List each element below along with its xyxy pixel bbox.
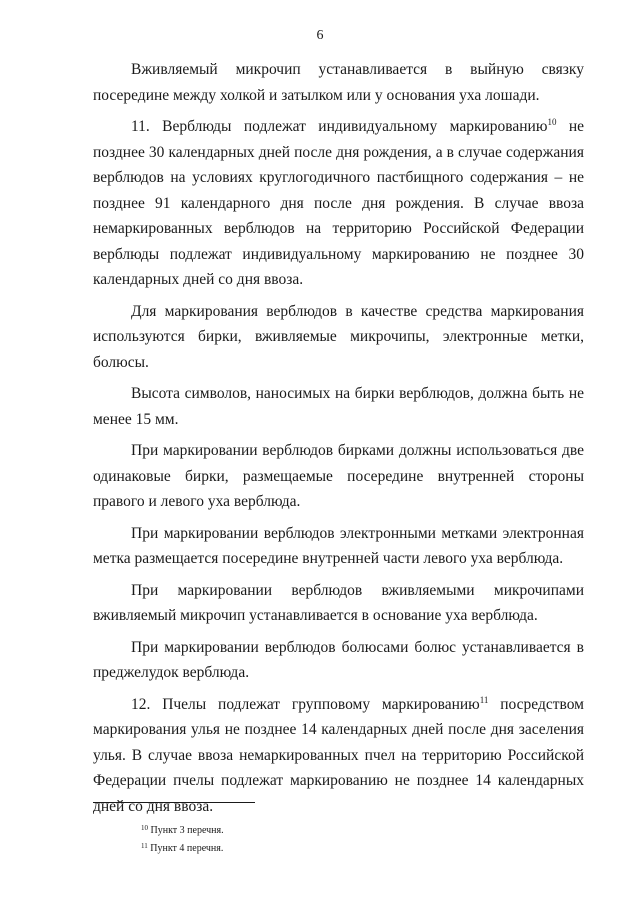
footnote-separator (93, 802, 255, 803)
footnote-ref-10: 10 (547, 117, 557, 127)
paragraph-text: посредством маркирования улья не позднее 14 календарных дней после дня заселения улья. В случае ввоза немаркированных пчел на территорию Российской Федерации пчелы подлежат маркированию не позднее 14 календарных дней со дня ввоза. (93, 695, 584, 815)
footnote-10 (141, 822, 224, 840)
paragraph-text: 11. Верблюды подлежат индивидуальному маркированию (131, 118, 548, 135)
paragraph-camels-boluses: При маркировании верблюдов болюсами болюс устанавливается в преджелудок верблюда. (93, 638, 584, 681)
paragraph-camels-electronic-tags: При маркировании верблюдов электронными метками электронная метка размещается посередине внутренней части левого уха верблюда. (93, 524, 584, 567)
footnote-11 (141, 840, 224, 858)
body-text (93, 57, 584, 825)
paragraph-text: 12. Пчелы подлежат групповому маркированию (131, 695, 480, 713)
paragraph-camels-microchips: При маркировании верблюдов вживляемыми микрочипами вживляемый микрочип устанавливается в основание уха верблюда. (93, 581, 584, 624)
paragraph-horse-microchip-line1: Вживляемый микрочип устанавливается в выйную связку (131, 61, 584, 78)
paragraph-camels-tag-symbol-height: Высота символов, наносимых на бирки верблюдов, должна быть не менее 15 мм. (93, 385, 584, 428)
paragraph-camels-tags: При маркировании верблюдов бирками должны использоваться две одинаковые бирки, размещаемые посередине внутренней стороны правого и левого уха верблюда. (93, 442, 584, 510)
footnotes (141, 822, 224, 858)
paragraph-text: не позднее 30 календарных дней после дня рождения, а в случае содержания верблюдов на условиях круглогодичного пастбищного содержания – не позднее 91 календарного дня после дня рождения. В случае ввоза немаркированных верблюдов на территорию Российской Федерации верблюды подлежат индивидуальному маркированию не позднее 30 календарных дней со дня ввоза. (93, 118, 584, 288)
paragraph-bees-group-marking (93, 692, 584, 820)
page-number: 6 (316, 28, 324, 43)
paragraph-camels-marking-deadline (93, 114, 584, 293)
footnote-text: Пункт 3 перечня. (150, 825, 224, 836)
footnote-ref-11: 11 (479, 694, 489, 705)
footnote-number: 10 (141, 824, 148, 832)
footnote-text: Пункт 4 перечня. (150, 843, 224, 854)
paragraph-camels-marking-means: Для маркирования верблюдов в качестве средства маркирования используются бирки, вживляемые микрочипы, электронные метки, болюсы. (93, 302, 584, 371)
footnote-number: 11 (141, 842, 148, 850)
paragraph-horse-microchip-line2: посередине между холкой и затылком или у основания уха лошади. (93, 86, 540, 104)
